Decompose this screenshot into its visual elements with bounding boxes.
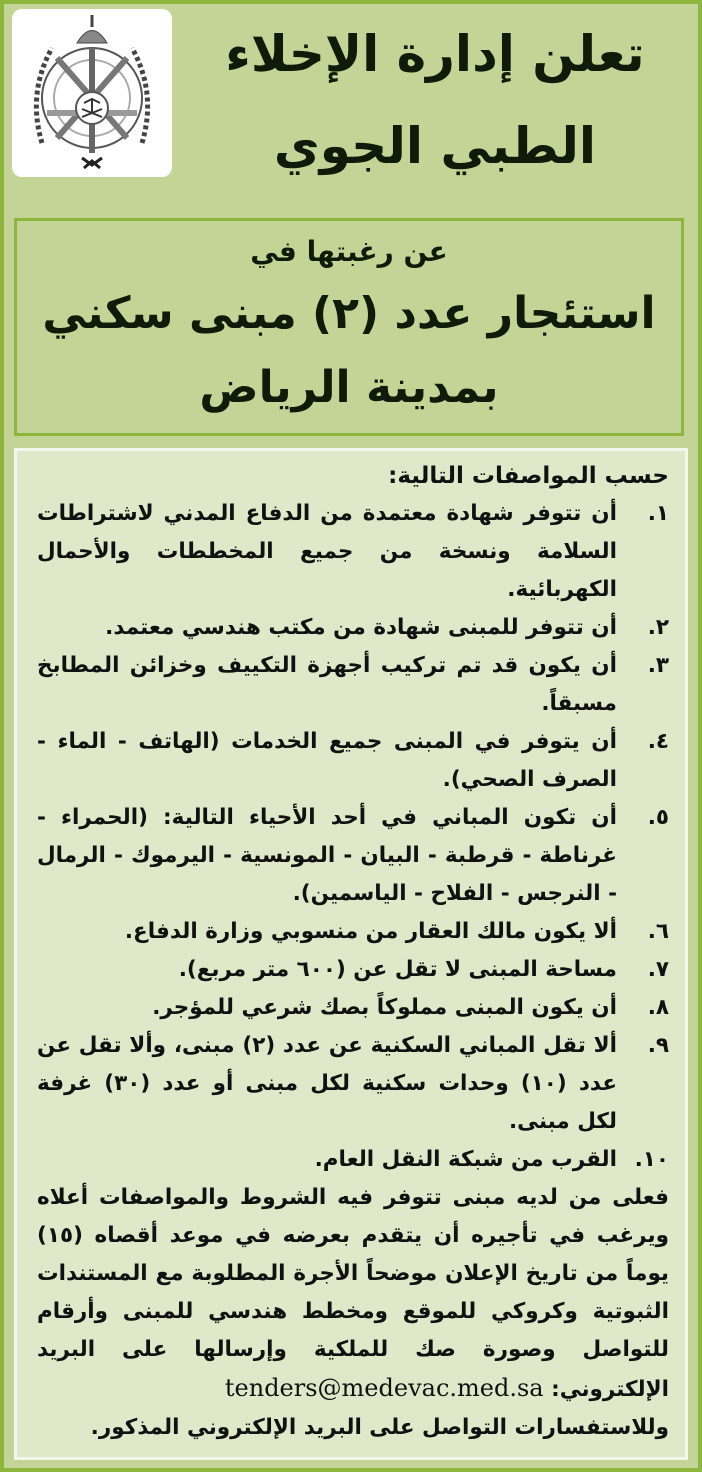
- item-text: مساحة المبنى لا تقل عن (٦٠٠ متر مربع).: [178, 957, 617, 982]
- list-item: [37, 951, 669, 989]
- email-link[interactable]: tenders@medevac.med.sa: [224, 1374, 544, 1402]
- item-number: ٨.: [647, 995, 669, 1020]
- item-number: ٤.: [647, 729, 669, 754]
- title-line-2: الطبي الجوي: [273, 117, 597, 175]
- item-number: ٧.: [647, 957, 669, 982]
- item-number: ٦.: [647, 919, 669, 944]
- item-text: أن تتوفر شهادة معتمدة من الدفاع المدني لاشتراطات السلامة ونسخة من جميع المخططات والأحمال الكهربائية.: [37, 501, 617, 602]
- item-text: ألا يكون مالك العقار من منسوبي وزارة الدفاع.: [124, 919, 617, 944]
- item-number: ٢.: [647, 615, 669, 640]
- title-line-1: تعلن إدارة الإخلاء: [225, 25, 645, 83]
- list-item: [37, 609, 669, 647]
- subject-intro: عن رغبتها في: [250, 235, 448, 268]
- item-text: أن يكون قد تم تركيب أجهزة التكييف وخزائن المطابخ مسبقاً.: [37, 653, 617, 716]
- specifications-panel: [14, 448, 688, 1460]
- subject-line-2: بمدينة الرياض: [199, 362, 499, 413]
- list-item: [37, 1141, 669, 1179]
- header-title: [180, 4, 690, 192]
- inquiries-text: وللاستفسارات التواصل على البريد الإلكتروني المذكور.: [90, 1415, 669, 1440]
- item-text: أن تتوفر للمبنى شهادة من مكتب هندسي معتمد.: [105, 615, 617, 640]
- item-number: ٩.: [647, 1033, 669, 1058]
- closing-paragraph: [37, 1179, 669, 1447]
- list-item: [37, 1027, 669, 1141]
- list-item: [37, 913, 669, 951]
- closing-text: فعلى من لديه مبنى تتوفر فيه الشروط والمواصفات أعلاه ويرغب في تأجيره أن يتقدم بعرضه في موعد أقصاه (١٥) يوماً من تاريخ الإعلان موضحاً الأجرة المطلوبة مع المستندات الثبوتية وكروكي للموقع ومخطط هندسي للمبنى وأرقام للتواصل وصورة صك للملكية وإرسالها على البريد الإلكتروني:: [37, 1185, 669, 1402]
- item-number: ١.: [647, 501, 669, 526]
- list-item: [37, 495, 669, 609]
- item-text: القرب من شبكة النقل العام.: [314, 1147, 617, 1172]
- item-text: أن تكون المباني في أحد الأحياء التالية: (الحمراء - غرناطة - قرطبة - البيان - المونسية - اليرموك - الرمال - النرجس - الفلاح - الياسمين).: [37, 805, 617, 906]
- item-number: ٣.: [647, 653, 669, 678]
- list-item: [37, 989, 669, 1027]
- item-text: أن يكون المبنى مملوكاً بصك شرعي للمؤجر.: [152, 995, 617, 1020]
- list-item: [37, 647, 669, 723]
- subject-box: [14, 218, 684, 436]
- specs-list: [37, 495, 669, 1179]
- subject-line-1: استئجار عدد (٢) مبنى سكني: [42, 288, 656, 339]
- item-number: ١٠.: [634, 1147, 669, 1172]
- header: [4, 4, 698, 218]
- list-item: [37, 799, 669, 913]
- specs-heading: حسب المواصفات التالية:: [388, 463, 669, 489]
- item-number: ٥.: [647, 805, 669, 830]
- logo: [12, 9, 172, 177]
- item-text: ألا تقل المباني السكنية عن عدد (٢) مبنى، وألا تقل عن عدد (١٠) وحدات سكنية لكل مبنى أو عدد (٣٠) غرفة لكل مبنى.: [37, 1033, 618, 1134]
- emblem-icon: [22, 13, 162, 173]
- advertisement: [4, 4, 698, 1468]
- item-text: أن يتوفر في المبنى جميع الخدمات (الهاتف - الماء - الصرف الصحي).: [37, 729, 617, 792]
- list-item: [37, 723, 669, 799]
